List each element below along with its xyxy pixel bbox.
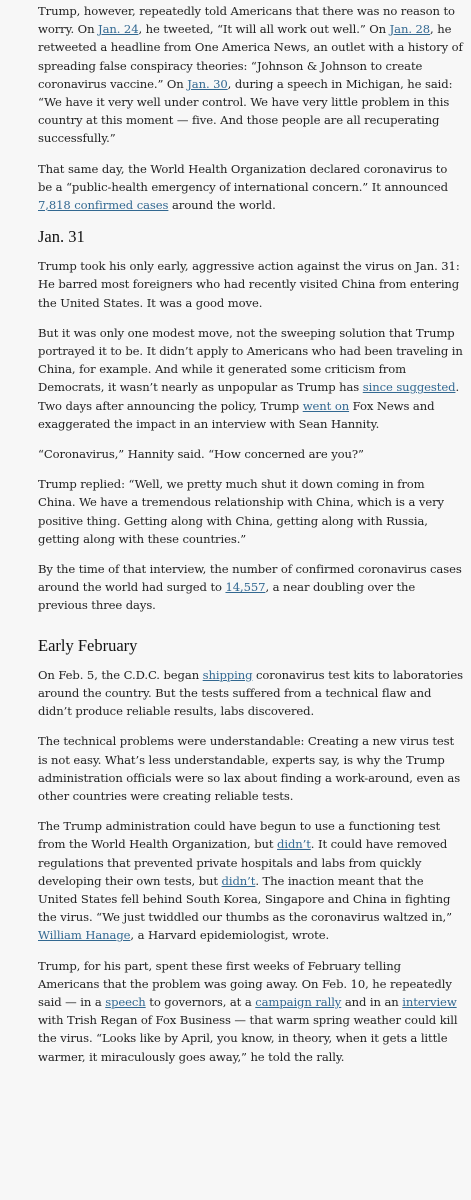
text: . The inaction meant that the United States fell behind South Korea, Singapore and China in fighting the virus. “We just twiddled our thumbs as the coronavirus waltzed in,” bbox=[38, 873, 452, 925]
link-jan-24-tweet[interactable]: Jan. 24 bbox=[98, 22, 139, 37]
paragraph-cdc-test-kits bbox=[38, 666, 463, 721]
text: Trump, however, repeatedly told Americans that there was no reason to worry. On bbox=[38, 4, 455, 37]
text: . It could have removed regulations that prevented private hospitals and labs from quickly developing their own tests, but bbox=[38, 837, 448, 888]
link-shipping[interactable]: shipping bbox=[202, 667, 253, 682]
link-jan-30-speech[interactable]: Jan. 30 bbox=[187, 76, 228, 91]
link-since-suggested[interactable]: since suggested bbox=[362, 380, 456, 395]
paragraph-hannity-question: “Coronavirus,” Hannity said. “How concerned are you?” bbox=[38, 447, 364, 462]
text: to governors, at a bbox=[145, 994, 256, 1009]
text: with Trish Regan of Fox Business — that warm spring weather could kill the virus. “Looks like by April, you know, in theory, when it gets a little warmer, it miraculously goes away,” he told the rally. bbox=[38, 1013, 458, 1064]
text: , he tweeted, “It will all work out well.” On bbox=[138, 22, 390, 37]
text: around the world. bbox=[168, 198, 276, 213]
link-william-hanage[interactable]: William Hanage bbox=[38, 928, 131, 943]
paragraph-modest-move bbox=[38, 324, 463, 433]
link-didnt-1[interactable]: didn’t bbox=[277, 837, 311, 852]
paragraph-warm-weather-claims bbox=[38, 957, 463, 1066]
text: By the time of that interview, the number of confirmed coronavirus cases around the world had surged to bbox=[38, 562, 462, 595]
text: Fox News and exaggerated the impact in an interview with Sean Hannity. bbox=[38, 398, 435, 431]
text: . Two days after announcing the policy, Trump bbox=[38, 380, 460, 413]
link-campaign-rally[interactable]: campaign rally bbox=[255, 994, 342, 1009]
text: coronavirus test kits to laboratories around the country. But the tests suffered from a technical flaw and didn’t produce reliable results, labs discovered. bbox=[38, 667, 463, 719]
paragraph-travel-ban: Trump took his only early, aggressive action against the virus on Jan. 31: He barred most foreigners who had recently visited China from entering the United States. It was a good move. bbox=[38, 259, 460, 310]
section-heading-early-february: Early February bbox=[38, 635, 138, 655]
paragraph-who-declaration bbox=[38, 160, 463, 215]
text: That same day, the World Health Organization declared coronavirus to be a “public-health emergency of international concern.” It announced bbox=[38, 161, 448, 194]
paragraph-trump-tweets bbox=[38, 2, 463, 148]
text: But it was only one modest move, not the sweeping solution that Trump portrayed it to be. It didn’t apply to Americans who had been traveling in China, for example. And while it generated some criticism from Democrats, it wasn’t nearly as unpopular as Trump has bbox=[38, 325, 463, 395]
text: , during a speech in Michigan, he said: “We have it very well under control. We have very little problem in this country at this moment — five. And those people are all recuperating successfully.” bbox=[38, 76, 453, 146]
text: The Trump administration could have begun to use a functioning test from the World Health Organization, but bbox=[38, 819, 441, 852]
link-confirmed-cases[interactable]: 7,818 confirmed cases bbox=[38, 198, 169, 213]
link-didnt-2[interactable]: didn’t bbox=[221, 873, 256, 888]
link-jan-28-retweet[interactable]: Jan. 28 bbox=[389, 22, 431, 37]
text: , a near doubling over the previous three days. bbox=[38, 580, 416, 613]
paragraph-administration-inaction bbox=[38, 817, 463, 944]
paragraph-trump-reply: Trump replied: “Well, we pretty much shut it down coming in from China. We have a tremendous relationship with China, which is a very positive thing. Getting along with China, getting along with Russia, getting along with these countries.” bbox=[38, 477, 444, 546]
section-heading-jan-31: Jan. 31 bbox=[38, 227, 85, 247]
text: , a Harvard epidemiologist, wrote. bbox=[130, 928, 330, 943]
paragraph-technical-problems: The technical problems were understandable: Creating a new virus test is not easy. What’s less understandable, experts say, is why the Trump administration officials were so lax about finding a work-around, even as other countries were creating reliable tests. bbox=[38, 734, 461, 803]
text: and in an bbox=[341, 994, 403, 1009]
text: , he retweeted a headline from One America News, an outlet with a history of spreading false conspiracy theories: “Johnson & Johnson to create coronavirus vaccine.” On bbox=[38, 22, 463, 91]
text: On Feb. 5, the C.D.C. began bbox=[38, 667, 203, 682]
link-went-on[interactable]: went on bbox=[302, 398, 350, 413]
link-case-count[interactable]: 14,557 bbox=[225, 580, 266, 595]
link-speech[interactable]: speech bbox=[105, 994, 146, 1009]
text: Trump, for his part, spent these first weeks of February telling Americans that the problem was going away. On Feb. 10, he repeatedly said — in a bbox=[38, 958, 452, 1009]
paragraph-case-surge bbox=[38, 560, 463, 615]
link-interview[interactable]: interview bbox=[402, 994, 457, 1009]
